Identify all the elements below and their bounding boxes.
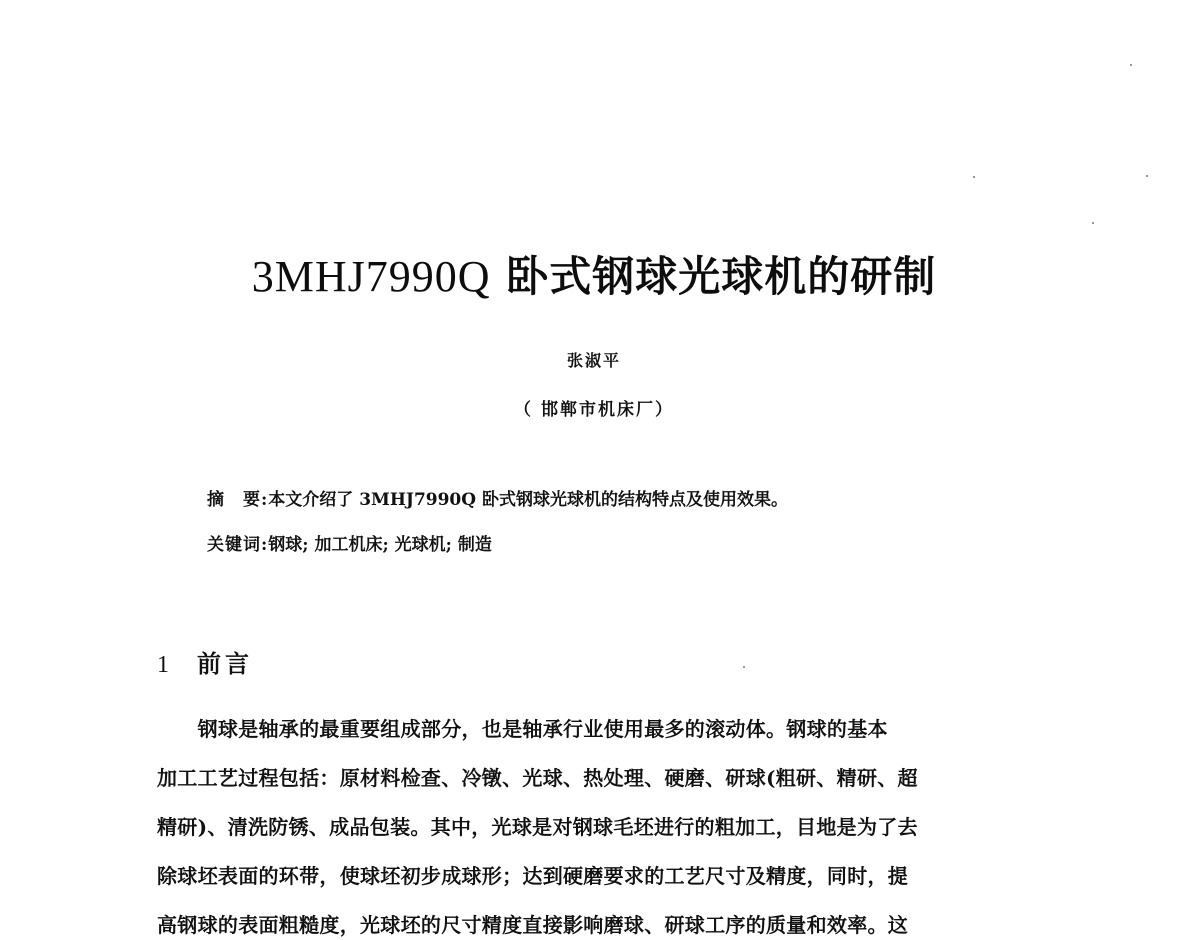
abstract (207, 485, 788, 510)
scan-speck (1146, 175, 1148, 177)
title-model-number: 3MHJ7990Q (251, 252, 491, 301)
author-affiliation: （ 邯郸市机床厂） (514, 400, 674, 420)
body-line: 精研)、清洗防锈、成品包装。其中，光球是对钢球毛坯进行的粗加工，目地是为了去 (157, 815, 918, 839)
scan-speck (1130, 64, 1132, 66)
body-line: 钢球是轴承的最重要组成部分，也是轴承行业使用最多的滚动体。钢球的基本 (157, 717, 888, 741)
keywords (207, 530, 492, 555)
author-name: 张淑平 (566, 351, 621, 370)
section-heading (157, 644, 253, 679)
title-text: 卧式钢球光球机的研制 (506, 252, 937, 301)
section-number: 1 (157, 652, 169, 678)
body-line: 加工工艺过程包括：原材料检查、冷镦、光球、热处理、硬磨、研球(粗研、精研、超 (157, 766, 918, 790)
body-line: 除球坯表面的环带，使球坯初步成球形；达到硬磨要求的工艺尺寸及精度，同时，提 (157, 864, 909, 888)
scan-speck (1092, 222, 1094, 224)
scan-speck (973, 176, 975, 178)
paper-title (0, 244, 1188, 304)
body-line: 高钢球的表面粗糙度，光球坯的尺寸精度直接影响磨球、研球工序的质量和效率。这 (157, 913, 909, 937)
abstract-text: 本文介绍了 3MHJ7990Q 卧式钢球光球机的结构特点及使用效果。 (268, 490, 788, 510)
section-title: 前言 (197, 649, 253, 678)
keywords-text: 钢球; 加工机床; 光球机; 制造 (268, 535, 492, 555)
keywords-label: 关键词: (207, 535, 269, 555)
scan-speck (743, 666, 745, 668)
abstract-label: 摘 要: (207, 490, 269, 510)
